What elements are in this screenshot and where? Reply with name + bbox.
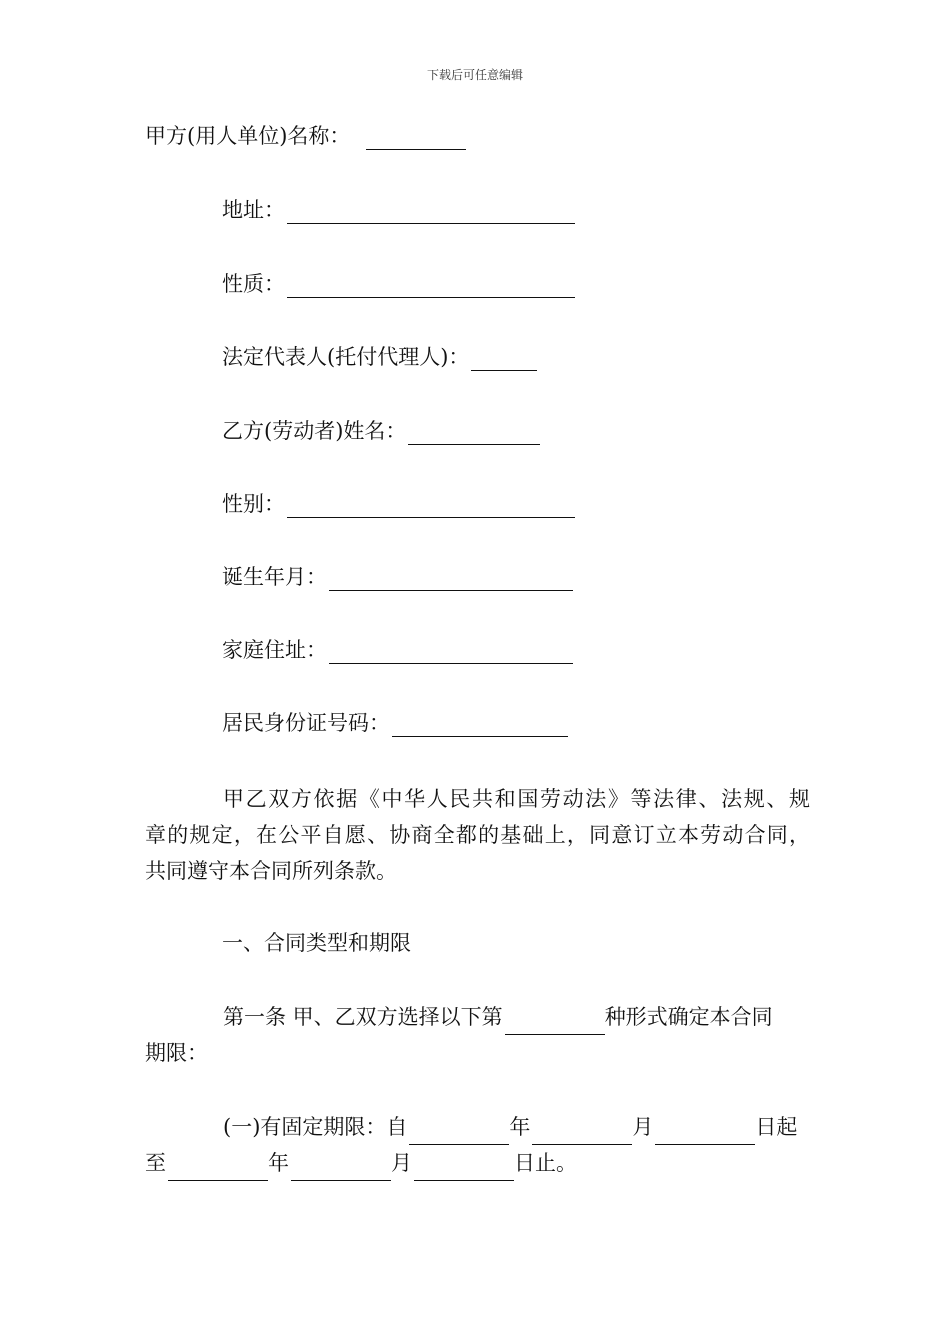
address-row xyxy=(222,196,575,224)
address-blank[interactable] xyxy=(287,201,575,224)
id-number-label: 居民身份证号码： xyxy=(222,711,390,735)
start-year-label: 年 xyxy=(509,1115,531,1139)
start-month-label: 月 xyxy=(632,1115,654,1139)
home-address-blank[interactable] xyxy=(329,641,573,664)
party-a-name-blank[interactable] xyxy=(366,127,466,150)
nature-blank[interactable] xyxy=(287,275,575,298)
end-to-label: 至 xyxy=(145,1151,166,1175)
end-month-blank[interactable] xyxy=(291,1158,391,1181)
start-day-label: 日起 xyxy=(755,1115,798,1139)
nature-row xyxy=(222,270,575,298)
address-label: 地址： xyxy=(222,198,285,222)
legal-rep-label: 法定代表人(托付代理人)： xyxy=(222,345,470,369)
fixed-term-line-2 xyxy=(145,1145,810,1181)
end-year-label: 年 xyxy=(268,1151,289,1175)
article-1-form-blank[interactable] xyxy=(505,1012,605,1035)
birth-row xyxy=(222,563,573,591)
article-1-paragraph xyxy=(145,999,810,1071)
party-b-name-label: 乙方(劳动者)姓名： xyxy=(222,419,407,443)
id-number-row xyxy=(222,709,568,737)
article-1-suffix: 种形式确定本合同 xyxy=(604,1005,773,1029)
fixed-term-prefix: (一)有固定期限：自 xyxy=(223,1115,408,1139)
intro-line-3: 共同遵守本合同所列条款。 xyxy=(145,859,397,883)
article-1-prefix: 第一条 甲、乙双方选择以下第 xyxy=(223,1005,503,1029)
party-a-name-label: 甲方(用人单位)名称： xyxy=(145,124,351,148)
intro-line-1: 甲乙双方依据《中华人民共和国劳动法》等法律、法规、规 xyxy=(223,787,810,811)
gender-label: 性别： xyxy=(222,492,285,516)
party-b-name-blank[interactable] xyxy=(408,422,540,445)
end-year-blank[interactable] xyxy=(168,1158,268,1181)
start-month-blank[interactable] xyxy=(532,1122,632,1145)
birth-blank[interactable] xyxy=(329,568,573,591)
party-b-name-row xyxy=(222,417,540,445)
legal-rep-row xyxy=(222,343,537,371)
end-day-label: 日止。 xyxy=(514,1151,577,1175)
article-1-line-1 xyxy=(145,999,810,1035)
start-day-blank[interactable] xyxy=(655,1122,755,1145)
section-1-title: 一、合同类型和期限 xyxy=(222,931,411,955)
fixed-term-line-1 xyxy=(145,1109,810,1145)
legal-rep-blank[interactable] xyxy=(471,348,537,371)
birth-label: 诞生年月： xyxy=(222,565,327,589)
page-header-note: 下载后可任意编辑 xyxy=(426,68,523,82)
home-address-label: 家庭住址： xyxy=(222,638,327,662)
intro-line-2: 章的规定，在公平自愿、协商全都的基础上，同意订立本劳动合同， xyxy=(145,823,810,847)
start-year-blank[interactable] xyxy=(409,1122,509,1145)
end-day-blank[interactable] xyxy=(414,1158,514,1181)
article-1-line-2: 期限： xyxy=(145,1041,208,1065)
end-month-label: 月 xyxy=(391,1151,412,1175)
party-a-name-row xyxy=(145,122,466,150)
gender-blank[interactable] xyxy=(287,495,575,518)
nature-label: 性质： xyxy=(222,272,285,296)
id-number-blank[interactable] xyxy=(392,714,568,737)
gender-row xyxy=(222,490,575,518)
fixed-term-paragraph xyxy=(145,1109,810,1181)
intro-paragraph xyxy=(145,781,810,889)
home-address-row xyxy=(222,636,573,664)
